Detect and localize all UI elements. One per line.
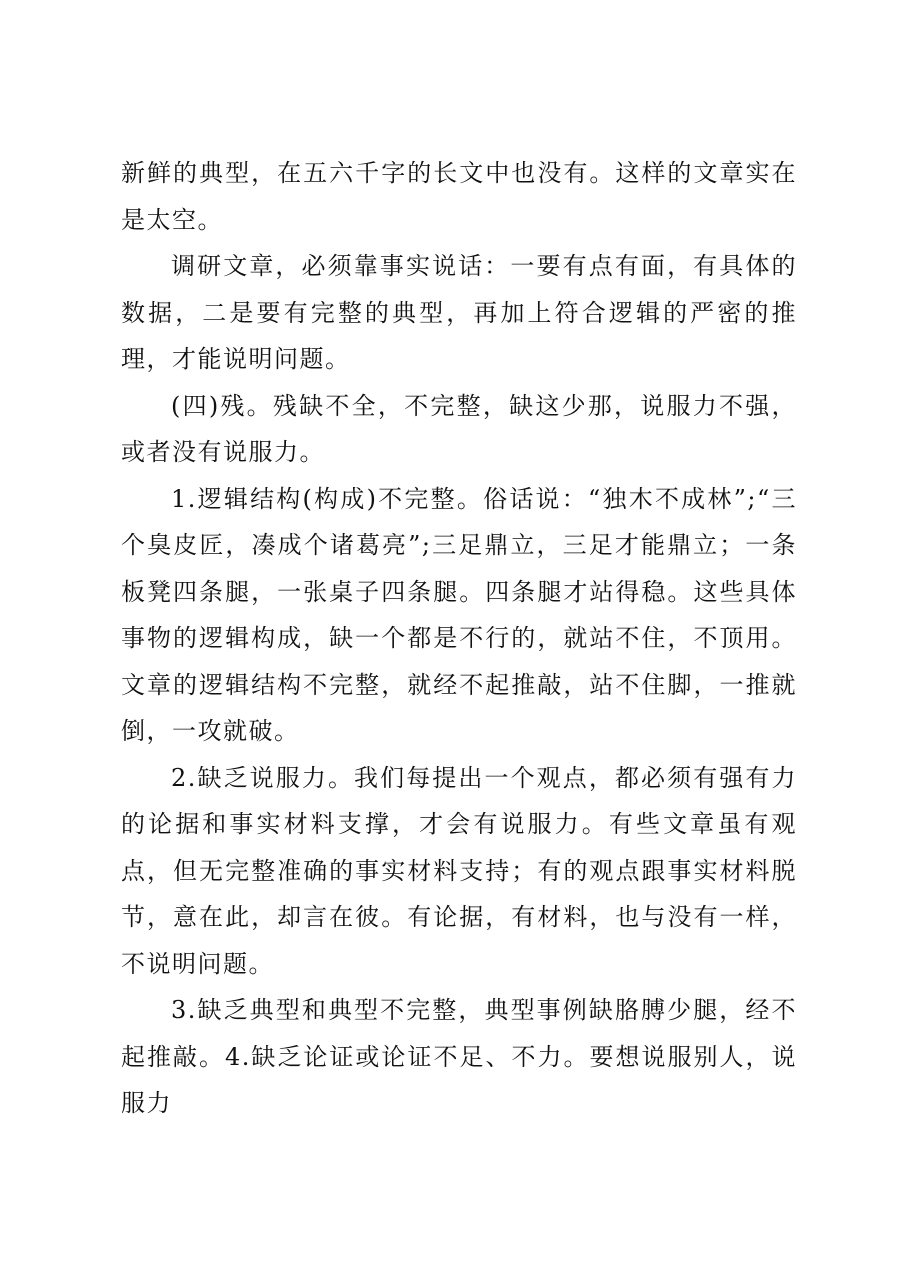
document-page — [121, 150, 797, 1127]
paragraph-logic-structure: 1.逻辑结构(构成)不完整。俗话说：“独木不成林”;“三个臭皮匠，凑成个诸葛亮”;三足鼎立，三足才能鼎立；一条板凳四条腿，一张桌子四条腿。四条腿才站得稳。这些具体事物的逻辑构成，缺一个都是不行的，就站不住，不顶用。文章的逻辑结构不完整，就经不起推敲，站不住脚，一推就倒，一攻就破。 — [121, 484, 797, 745]
paragraph-lack-persuasion: 2.缺乏说服力。我们每提出一个观点，都必须有强有力的论据和事实材料支撑，才会有说服力。有些文章虽有观点，但无完整准确的事实材料支持；有的观点跟事实材料脱节，意在此，却言在彼。有论据，有材料，也与没有一样，不说明问题。 — [121, 763, 797, 978]
paragraph-lack-typical-cases: 3.缺乏典型和典型不完整，典型事例缺胳膊少腿，经不起推敲。4.缺乏论证或论证不足、不力。要想说服别人，说服力 — [121, 996, 797, 1117]
paragraph-section-four-heading: (四)残。残缺不全，不完整，缺这少那，说服力不强，或者没有说服力。 — [121, 391, 797, 466]
paragraph-research-facts: 调研文章，必须靠事实说话：一要有点有面，有具体的数据，二是要有完整的典型，再加上符合逻辑的严密的推理，才能说明问题。 — [121, 252, 797, 373]
paragraph-continuation: 新鲜的典型，在五六千字的长文中也没有。这样的文章实在是太空。 — [121, 159, 797, 234]
